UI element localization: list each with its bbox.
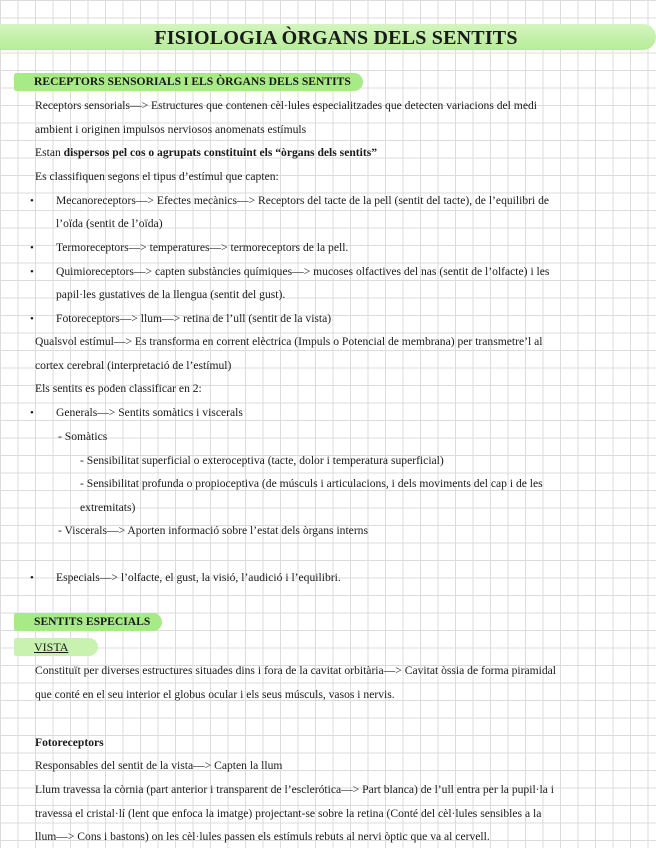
bullet-item: Fotoreceptors—> llum—> retina de l’ull (sentit de la vista) — [56, 312, 332, 325]
text-line: - Somàtics — [58, 430, 108, 443]
text-line: Es classifiquen segons el tipus d’estímul que capten: — [35, 170, 279, 183]
text-line: cortex cerebral (interpretació de l’estímul) — [35, 359, 232, 372]
section-heading-receptors: RECEPTORS SENSORIALS I ELS ÒRGANS DELS SENTITS — [14, 73, 363, 91]
text-line: - Sensibilitat superficial o exteroceptiva (tacte, dolor i temperatura superficial) — [80, 454, 444, 467]
text-line: extremitats) — [80, 501, 136, 514]
text-line: - Sensibilitat profunda o propioceptiva (de músculs i articulacions, i dels moviments del cap i de les — [80, 477, 543, 490]
bold-text: Fotoreceptors — [35, 736, 104, 749]
bullet-item: Termoreceptors—> temperatures—> termoreceptors de la pell. — [56, 241, 349, 254]
bullet-item: Generals—> Sentits somàtics i viscerals — [56, 406, 243, 419]
bullet-marker: • — [30, 407, 34, 419]
bullet-marker: • — [30, 313, 34, 325]
text-line: Els sentits es poden classificar en 2: — [35, 382, 202, 395]
text-line: Llum travessa la còrnia (part anterior i transparent de l’esclerótica—> Part blanca) de l’ull entra per la pupil·la i — [35, 783, 555, 796]
bullet-item: Especials—> l’olfacte, el gust, la visió, l’audició i l’equilibri. — [56, 571, 341, 584]
text-line: Receptors sensorials—> Estructures que contenen cèl·lules especialitzades que detecten variacions del medi — [35, 99, 537, 112]
text-line: papil·les gustatives de la llengua (sentit del gust). — [56, 288, 286, 301]
subsection-heading-vista — [14, 638, 98, 656]
page-title: FISIOLOGIA ÒRGANS DELS SENTITS — [154, 27, 518, 49]
bullet-marker: • — [30, 195, 34, 207]
bullet-marker: • — [30, 242, 34, 254]
bold-text: dispersos pel cos o agrupats constituint els “òrgans dels sentits” — [63, 146, 378, 159]
text-line: - Viscerals—> Aporten informació sobre l’estat dels òrgans interns — [58, 524, 368, 537]
text-line: que conté en el seu interior el globus ocular i els seus músculs, vasos i nervis. — [35, 688, 395, 701]
text-line: Qualsvol estímul—> Es transforma en corrent elèctrica (Impuls o Potencial de membrana) per transmetre’l al — [35, 335, 543, 348]
text-line: ambient i originen impulsos nerviosos anomenats estímuls — [35, 123, 307, 136]
subheading-fotoreceptors — [35, 735, 104, 751]
bullet-item: Quimioreceptors—> capten substàncies químiques—> mucoses olfactives del nas (sentit de l’olfacte) i les — [56, 265, 550, 278]
bullet-marker: • — [30, 572, 34, 584]
bullet-item: Mecanoreceptors—> Efectes mecànics—> Receptors del tacte de la pell (sentit del tacte), de l’equilibri de — [56, 194, 550, 207]
text-line — [35, 145, 377, 161]
section-heading-especials: SENTITS ESPECIALS — [14, 613, 162, 631]
text-line: llum—> Cons i bastons) on les cèl·lules passen els estímuls rebuts al nervi òptic que va al cervell. — [35, 830, 490, 843]
text-line: Responsables del sentit de la vista—> Capten la llum — [35, 759, 283, 772]
text-fragment: Estan — [35, 146, 64, 159]
subsection-label: VISTA — [34, 640, 69, 654]
bullet-marker: • — [30, 266, 34, 278]
text-line: l’oïda (sentit de l’oïda) — [56, 217, 163, 230]
text-line: travessa el cristal·lí (lent que enfoca la imatge) projectant-se sobre la retina (Conté del cèl·lules sensibles a la — [35, 807, 542, 820]
text-line: Constituït per diverses estructures situades dins i fora de la cavitat orbitària—> Cavitat òssia de forma piramidal — [35, 664, 557, 677]
